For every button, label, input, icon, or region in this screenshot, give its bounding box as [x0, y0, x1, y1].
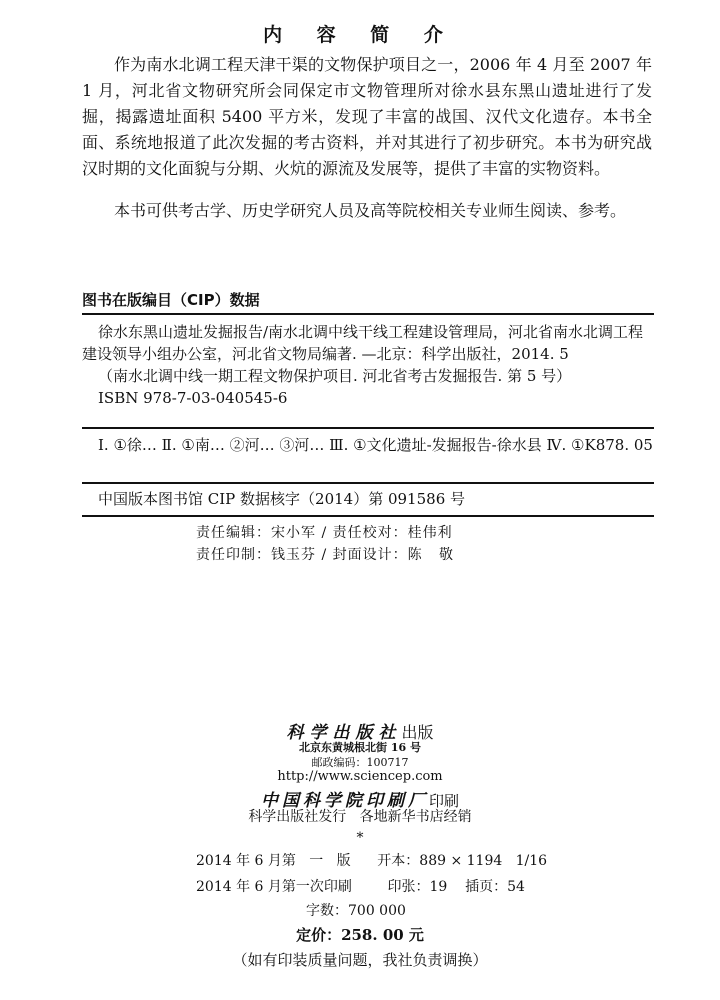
cip-classification-block	[82, 434, 654, 456]
edition-line: 2014 年 6 月第 一 版 开本：889 × 1194 1/16	[196, 853, 548, 869]
separator-star: *	[356, 830, 364, 846]
divider	[82, 515, 654, 517]
cip-verification-block	[82, 488, 654, 510]
printing-line: 2014 年 6 月第一次印刷 印张：19 插页：54	[196, 879, 525, 895]
cip-record	[82, 321, 654, 409]
divider	[82, 482, 654, 484]
intro-paragraph-1: 作为南水北调工程天津干渠的文物保护项目之一，2006 年 4 月至 2007 年 1 月，河北省文物研究所会同保定市文物管理所对徐水县东黑山遗址进行了发掘，揭露遗址面积 5400 平方米，发现了丰富的战国、汉代文化遗存。本书全面、系统地报道了此次发掘的考古资料，并对其进行了初步研究。本书为研究战汉时期的文化面貌与分期、火炕的源流及发展等，提供了丰富的实物资料。	[82, 55, 652, 178]
cip-main-entry: 徐水东黑山遗址发掘报告/南水北调中线干线工程建设管理局，河北省南水北调工程建设领导小组办公室，河北省文物局编著. —北京：科学出版社，2014. 5	[82, 323, 644, 363]
publisher-url: http://www.sciencep.com	[277, 769, 443, 784]
cip-heading: 图书在版编目（CIP）数据	[82, 291, 260, 309]
cip-series: （南水北调中线一期工程文物保护项目. 河北省考古发掘报告. 第 5 号）	[98, 367, 572, 385]
intro-text	[82, 52, 652, 224]
cip-verification: 中国版本图书馆 CIP 数据核字（2014）第 091586 号	[98, 490, 466, 508]
price: 定价：258. 00 元	[296, 926, 424, 944]
intro-paragraph-2: 本书可供考古学、历史学研究人员及高等院校相关专业师生阅读、参考。	[114, 201, 627, 220]
page-title: 内 容 简 介	[263, 24, 457, 46]
staff-credits	[196, 522, 454, 566]
staff-line-editor: 责任编辑：宋小军 / 责任校对：桂伟利	[196, 525, 453, 541]
publisher-postcode: 邮政编码：100717	[311, 756, 409, 769]
cip-classification: Ⅰ. ①徐… Ⅱ. ①南… ②河… ③河… Ⅲ. ①文化遗址-发掘报告-徐水县 Ⅳ. ①K878. 05	[98, 436, 653, 454]
publisher-address: 北京东黄城根北街 16 号	[299, 741, 421, 754]
cip-isbn: ISBN 978-7-03-040545-6	[98, 389, 288, 407]
publisher-suffix: 出版	[401, 723, 434, 742]
quality-notice: （如有印装质量问题，我社负责调换）	[232, 951, 488, 969]
publisher-logo: 科学出版社	[286, 723, 402, 743]
divider	[82, 313, 654, 315]
printer-suffix: 印刷	[428, 792, 459, 810]
printer-logo: 中国科学院印刷厂	[260, 791, 429, 811]
divider	[82, 427, 654, 429]
distribution-line: 科学出版社发行 各地新华书店经销	[248, 809, 472, 825]
word-count: 字数：700 000	[306, 903, 406, 919]
staff-line-printing: 责任印制：钱玉芬 / 封面设计：陈 敬	[196, 547, 454, 563]
